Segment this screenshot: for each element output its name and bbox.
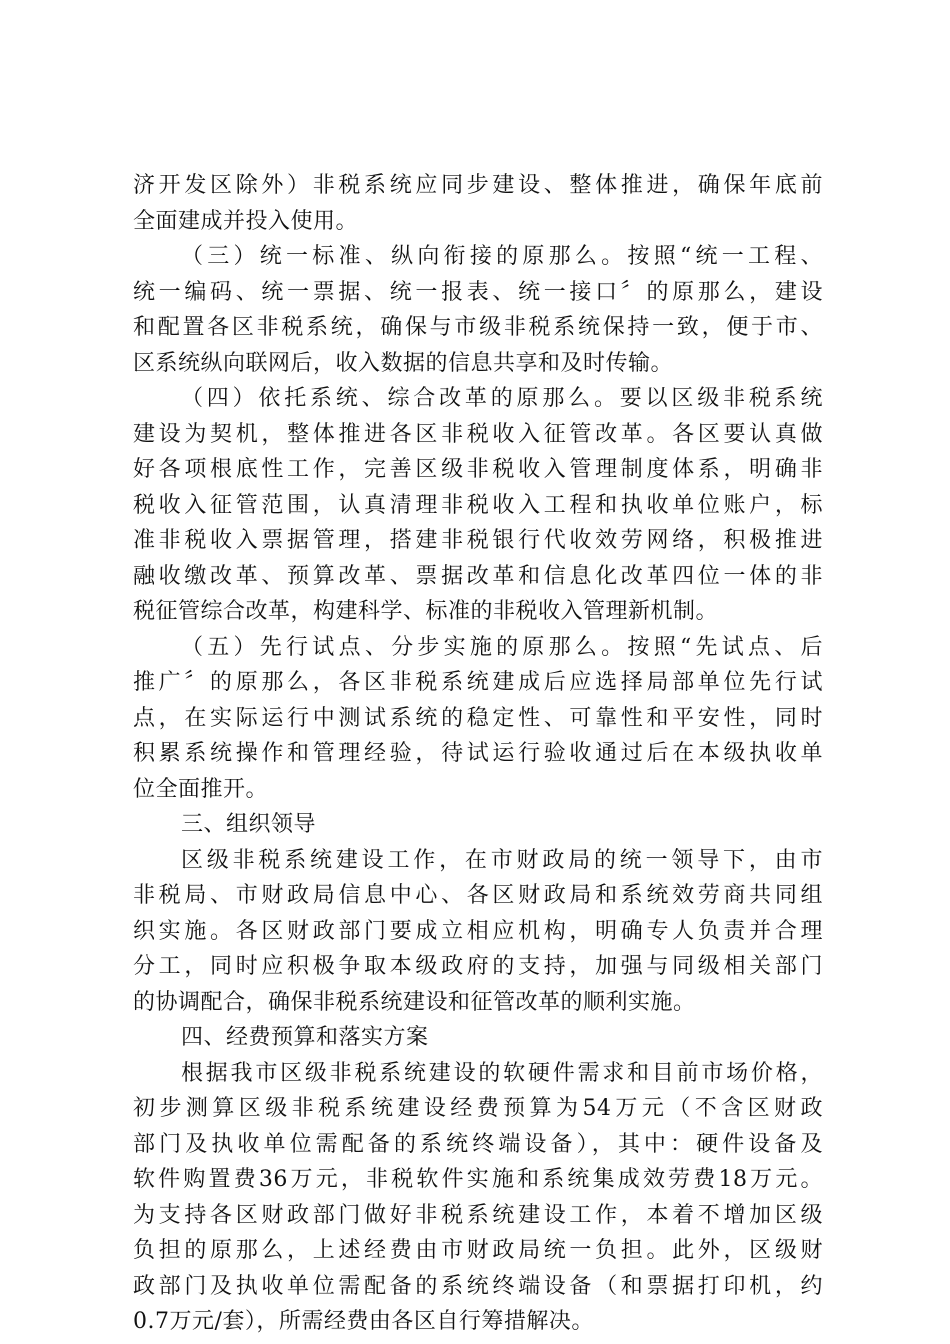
text-line: 区系统纵向联网后，收入数据的信息共享和及时传输。: [133, 350, 674, 376]
text-line: 四、经费预算和落实方案: [181, 1025, 429, 1050]
text-line: 推广〞的原那么，各区非税系统建成后应选择局部单位先行试: [133, 670, 823, 695]
text-line: 负担的原那么，上述经费由市财政局统一负担。此外，区级财: [133, 1238, 823, 1263]
text-line: 积累系统操作和管理经验，待试运行验收通过后在本级执收单: [133, 741, 823, 766]
text-line: 统一编码、统一票据、统一报表、统一接口〞的原那么，建设: [133, 279, 823, 305]
text-line: 区级非税系统建设工作，在市财政局的统一领导下，由市: [181, 847, 823, 873]
text-line: 软件购置费36万元，非税软件实施和系统集成效劳费18万元。: [133, 1167, 823, 1192]
text-line: 初步测算区级非税系统建设经费预算为54万元（不含区财政: [133, 1096, 823, 1121]
text-line: 建设为契机，整体推进各区非税收入征管改革。各区要认真做: [133, 421, 823, 447]
text-line: （四）依托系统、综合改革的原那么。要以区级非税系统: [181, 386, 823, 411]
text-line: 好各项根底性工作，完善区级非税收入管理制度体系，明确非: [133, 457, 823, 482]
text-line: 税征管综合改革，构建科学、标准的非税收入管理新机制。: [133, 599, 719, 624]
text-line: 位全面推开。: [133, 776, 269, 802]
text-line: 分工，同时应积极争取本级政府的支持，加强与同级相关部门: [133, 954, 823, 979]
text-line: 济开发区除外）非税系统应同步建设、整体推进，确保年底前: [133, 173, 823, 198]
text-line: 根据我市区级非税系统建设的软硬件需求和目前市场价格，: [181, 1060, 823, 1086]
document-body: [133, 168, 823, 1340]
text-line: 点，在实际运行中测试系统的稳定性、可靠性和平安性，同时: [133, 705, 823, 731]
text-line: 的协调配合，确保非税系统建设和征管改革的顺利实施。: [133, 989, 696, 1015]
text-line: 税收入征管范围，认真清理非税收入工程和执收单位账户，标: [133, 492, 823, 518]
text-line: 政部门及执收单位需配备的系统终端设备（和票据打印机，约: [133, 1273, 823, 1299]
text-line: 准非税收入票据管理，搭建非税银行代收效劳网络，积极推进: [133, 528, 823, 553]
text-line: 部门及执收单位需配备的系统终端设备），其中：硬件设备及: [133, 1131, 823, 1157]
text-line: （三）统一标准、纵向衔接的原那么。按照“统一工程、: [181, 244, 823, 269]
text-line: 和配置各区非税系统，确保与市级非税系统保持一致，便于市、: [133, 315, 823, 340]
text-line: 为支持各区财政部门做好非税系统建设工作，本着不增加区级: [133, 1202, 823, 1228]
text-line: （五）先行试点、分步实施的原那么。按照“先试点、后: [181, 634, 823, 660]
text-line: 全面建成并投入使用。: [133, 208, 359, 234]
text-line: 融收缴改革、预算改革、票据改革和信息化改革四位一体的非: [133, 563, 823, 589]
text-line: 织实施。各区财政部门要成立相应机构，明确专人负责并合理: [133, 918, 823, 944]
text-line: 0.7万元/套），所需经费由各区自行筹措解决。: [133, 1309, 594, 1334]
text-line: 三、组织领导: [181, 812, 317, 837]
text-line: 非税局、市财政局信息中心、各区财政局和系统效劳商共同组: [133, 883, 823, 908]
